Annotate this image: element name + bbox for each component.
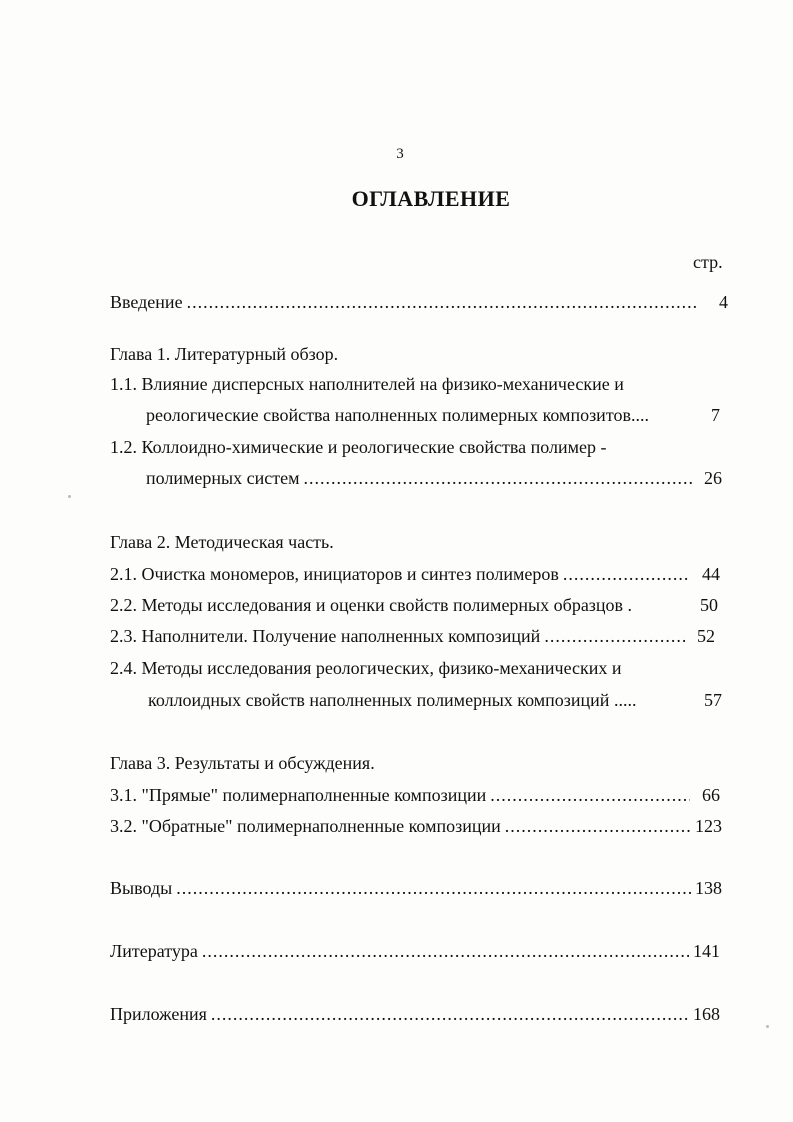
scan-speck	[766, 1025, 769, 1028]
toc-entry-page: 26	[704, 468, 722, 488]
toc-entry-label: 3.2. "Обратные" полимернаполненные композиции	[110, 816, 501, 836]
toc-entry-label: реологические свойства наполненных полимерных композитов....	[146, 405, 649, 425]
leader-dots	[211, 1003, 689, 1025]
toc-entry-label: коллоидных свойств наполненных полимерных композиций .....	[148, 690, 637, 710]
toc-entry-page: 52	[697, 626, 715, 646]
toc-entry-3-2[interactable]	[110, 815, 722, 837]
toc-entry-label: Введение	[110, 292, 183, 312]
leader-dots	[490, 784, 690, 806]
toc-entry-1-1-line1[interactable]: 1.1. Влияние дисперсных наполнителей на физико-механические и	[110, 374, 624, 394]
toc-entry-page: 168	[693, 1004, 720, 1024]
leader-dots	[187, 291, 698, 313]
toc-entry-label: Приложения	[110, 1004, 207, 1024]
chapter-3-heading[interactable]: Глава 3. Результаты и обсуждения.	[110, 753, 375, 773]
toc-entry-label: 2.2. Методы исследования и оценки свойств полимерных образцов .	[110, 595, 633, 615]
toc-entry-2-1[interactable]	[110, 563, 720, 585]
toc-entry-page: 50	[700, 595, 718, 615]
toc-entry-2-4-line2[interactable]	[148, 689, 722, 711]
toc-entry-label: Литература	[110, 941, 198, 961]
toc-entry-page: 141	[693, 941, 720, 961]
leader-dots	[303, 467, 692, 489]
toc-entry-label: 2.1. Очистка мономеров, инициаторов и синтез полимеров	[110, 564, 559, 584]
toc-entry-2-4-line1[interactable]: 2.4. Методы исследования реологических, физико-механических и	[110, 658, 622, 678]
toc-entry-page: 4	[719, 292, 728, 312]
leader-dots	[505, 815, 691, 837]
leader-dots	[544, 625, 685, 647]
toc-entry-1-1-line2[interactable]	[146, 404, 720, 426]
toc-entry-literature[interactable]	[110, 940, 720, 962]
scan-speck	[68, 495, 71, 498]
toc-entry-2-3[interactable]	[110, 625, 715, 647]
toc-entry-page: 44	[702, 564, 720, 584]
toc-entry-label: 2.3. Наполнители. Получение наполненных композиций	[110, 626, 541, 646]
page-number: 3	[396, 146, 404, 162]
toc-entry-label: Выводы	[110, 878, 173, 898]
toc-entry-2-2[interactable]	[110, 594, 718, 616]
toc-entry-page: 66	[702, 785, 720, 805]
toc-entry-conclusions[interactable]	[110, 877, 722, 899]
toc-entry-1-2-line1[interactable]: 1.2. Коллоидно-химические и реологические свойства полимер -	[110, 437, 607, 457]
toc-entry-page: 138	[695, 878, 722, 898]
chapter-1-heading[interactable]: Глава 1. Литературный обзор.	[110, 344, 339, 364]
toc-entry-page: 57	[704, 690, 722, 710]
chapter-2-heading[interactable]: Глава 2. Методическая часть.	[110, 532, 334, 552]
leader-dots	[202, 940, 689, 962]
toc-entry-label: 3.1. "Прямые" полимернаполненные композиции	[110, 785, 487, 805]
leader-dots	[176, 877, 691, 899]
toc-entry-page: 123	[695, 816, 722, 836]
toc-entry-intro[interactable]	[110, 291, 728, 313]
page-title: ОГЛАВЛЕНИЕ	[351, 186, 511, 211]
leader-dots	[563, 563, 690, 585]
toc-entry-page: 7	[711, 405, 720, 425]
toc-entry-appendices[interactable]	[110, 1003, 720, 1025]
toc-entry-label: полимерных систем	[146, 468, 300, 488]
pages-column-header: стр.	[693, 252, 723, 272]
toc-entry-3-1[interactable]	[110, 784, 720, 806]
toc-entry-1-2-line2[interactable]	[146, 467, 722, 489]
